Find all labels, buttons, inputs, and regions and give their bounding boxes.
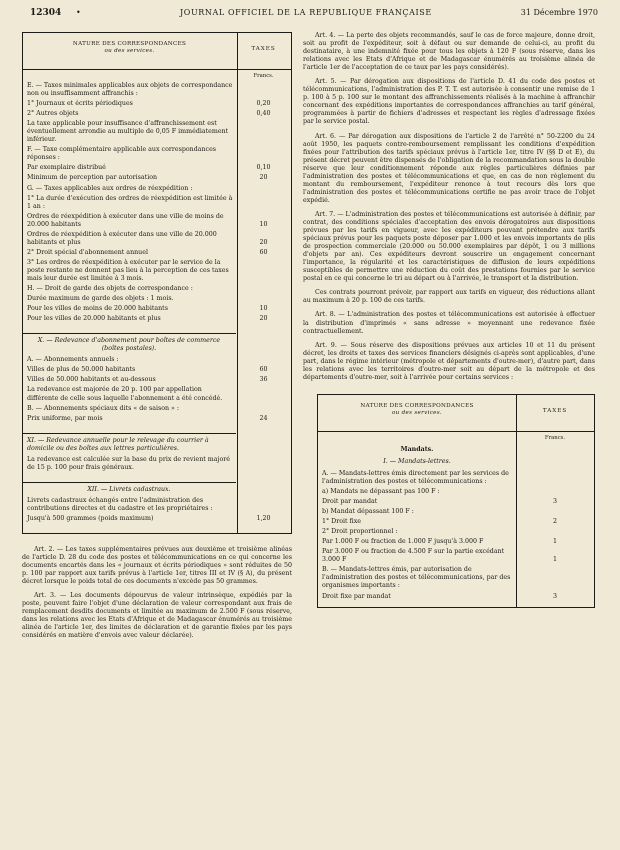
row-value: 1 [552, 538, 557, 546]
table-row [23, 386, 291, 402]
row-label: 2° Autres objets [27, 110, 79, 118]
row-label: F. — Taxe complémentaire applicable aux correspondances réponses : [27, 146, 217, 162]
table-row [23, 366, 291, 374]
article-2: Art. 2. — Les taxes supplémentaires prévues aux deuxième et troisième alinéas de l'article D. 28 du code des postes et télécommunications en ce qui concerne les documents encartés dans les « journaux et écrits périodiques » sont réduites de 50 p. 100 par rapport aux tarifs prévus à l'article 1er, titres III et IV (§ A), du présent décret lorsque le poids total de ces documents n'excède pas 50 grammes. [22, 546, 292, 586]
tariff-table-right [317, 394, 595, 608]
table-row [23, 249, 291, 257]
table-row [318, 548, 594, 564]
row-label: Durée maximum de garde des objets : 1 mois. [27, 295, 174, 303]
row-label: H. — Droit de garde des objets de correspondance : [27, 285, 193, 293]
row-label: G. — Taxes applicables aux ordres de réexpédition : [27, 184, 193, 192]
journal-title: JOURNAL OFFICIEL DE LA REPUBLIQUE FRANÇAISE [180, 8, 432, 17]
table-row [23, 405, 291, 413]
section-title-xii: XII. — Livrets cadastraux. [87, 485, 171, 493]
row-value: 20 [259, 238, 268, 246]
table-row [23, 213, 291, 229]
table-rows-xii [23, 497, 291, 523]
section-title-xi: XI. — Redevance annuelle pour le relevage du courrier à domicile ou des boîtes aux lettres particulières. [27, 436, 209, 452]
row-label: Ordres de réexpédition à exécuter dans une ville de moins de 20.000 habitants [27, 212, 224, 228]
row-value: 10 [259, 305, 268, 313]
page-header [30, 8, 598, 24]
table-row [23, 174, 291, 182]
row-label: Pour les villes de 20.000 habitants et plus [27, 315, 161, 323]
row-label: Par 1.000 F ou fraction de 1.000 F jusqu'à 3.000 F [322, 538, 484, 546]
row-value: 60 [259, 366, 268, 374]
table-row [23, 515, 291, 523]
section-title-mandats: Mandats. [400, 445, 434, 453]
table-row [318, 498, 594, 506]
article-4: Art. 4. — La perte des objets recommandés, sauf le cas de force majeure, donne droit, soit au profit de l'expéditeur, soit à défaut ou sur demande de celui-ci, au profit du destinataire, à une indemnité fixée pour tous les objets à 120 F (sous réserve, dans les relations avec les Etats d'Afrique et de Madagascar énumérés au troisième alinéa de l'article 1er de l'acceptation de ce taux par les pays considérés). [303, 32, 595, 72]
row-value: 0,40 [256, 110, 271, 118]
table-row [23, 259, 291, 283]
table-row [318, 508, 594, 516]
left-column [22, 32, 292, 641]
column-header-nature: NATURE DES CORRESPONDANCES [360, 402, 474, 409]
row-label: Ordres de réexpédition à exécuter dans une ville de 20.000 habitants et plus [27, 230, 217, 246]
article-7: Art. 7. — L'administration des postes et télécommunications est autorisée à définir, par contrat, des conditions spéciales d'acceptation des envois dérogatoires aux dispositions prévues par les tarifs en vigueur, avec les expéditeurs pouvant prétendre aux tarifs spéciaux prévus pour les paquets poste déposer par 1.000 et les envois importants de plis de prospection commerciale (20.000 ou 50.000 exemplaires par dépôt, 1 ou 3 millions d'objets par an). Ces expéditeurs devront souscrire un engagement concernant l'importance, la régularité et les caractéristiques de diffusion de leurs expéditions susceptibles de permettre une réduction du coût des prestations fournies par le service postal en ce qui concerne le tri au départ ou à l'arrivée, le transport et la distribution. [303, 210, 595, 283]
table-row [23, 415, 291, 423]
unit-label: Francs. [253, 73, 274, 79]
row-label: 1° Droit fixe [322, 518, 362, 526]
row-label: Villes de plus de 50.000 habitants [27, 366, 136, 374]
table-row [318, 518, 594, 526]
row-value: 60 [259, 248, 268, 256]
column-header-nature-sub: ou des services. [392, 409, 442, 416]
table-row [23, 185, 291, 193]
table-row [23, 305, 291, 313]
article-9: Art. 9. — Sous réserve des dispositions prévues aux articles 10 et 11 du présent décret, les droits et taxes des services financiers désignés ci-après sont applicables, d'une part, dans le régime intérieur (métropole et départements d'outre-mer), d'autre part, dans les relations avec les territoires d'outre-mer soit au départ de la métropole et des départements d'outre-mer, soit à l'arrivée pour certains services : [303, 341, 595, 381]
row-value: 10 [259, 220, 268, 228]
row-value: 1,20 [256, 514, 271, 522]
table-row [23, 231, 291, 247]
table-row [318, 566, 594, 590]
row-label: Pour les villes de moins de 20.000 habitants [27, 305, 168, 313]
row-value: 3 [552, 498, 557, 506]
table-row [23, 110, 291, 118]
table-rows-x [23, 356, 291, 422]
row-label: 1° La durée d'exécution des ordres de réexpédition est limitée à 1 an : [27, 194, 233, 210]
table-row [318, 538, 594, 546]
table-row [23, 456, 291, 472]
column-header-taxes: TAXES [542, 407, 568, 414]
table-row [23, 195, 291, 211]
row-value: 0,10 [256, 164, 271, 172]
column-header-taxes: TAXES [251, 46, 276, 52]
article-6: Art. 6. — Par dérogation aux dispositions de l'article 2 de l'arrêté n° 50-2200 du 24 août 1950, les paquets contre-remboursement remplissant les conditions d'expédition fixées pour l'attribution des tarifs spéciaux prévus à l'article 1er, titre IV (§§ D et E), du présent décret peuvent être dispensés de l'obligation de la recommandation sous la double réserve que leur conditionnement réponde aux règles particulières définies par l'administration des postes et télécommunications et que, en cas de non règlement du montant du remboursement, l'expéditeur renonce à tout recours dès lors que l'administration des postes et télécommunications certifie ne pas avoir trace de l'objet expédié. [303, 132, 595, 204]
row-label: Droit fixe par mandat [322, 592, 391, 600]
table-rows-xi [23, 456, 291, 472]
row-value: 36 [259, 376, 268, 384]
row-label: Livrets cadastraux échangés entre l'administration des contributions directes et du cadastre et les propriétaires : [27, 496, 213, 512]
row-label: B. — Abonnements spéciaux dits « de saison » : [27, 404, 180, 412]
table-row [318, 488, 594, 496]
table-row [23, 356, 291, 364]
table-header [23, 33, 291, 70]
row-label: 2° Droit spécial d'abonnement annuel [27, 248, 148, 256]
row-label: Droit par mandat [322, 498, 378, 506]
table-row [318, 528, 594, 536]
article-5: Art. 5. — Par dérogation aux dispositions de l'article D. 41 du code des postes et télécommunications, l'administration des P. T. T. est autorisée à consentir une remise de 1 p. 100 à 5 p. 100 sur le montant des affranchissements réalisés à la machine à affranchir concernant des expéditions importantes de correspondances affranchies au tarif général, programmées à partir de fichiers d'adresses et respectant les règles d'adressage fixées par le service postal. [303, 78, 595, 126]
article-3: Art. 3. — Les documents dépourvus de valeur intrinsèque, expédiés par la poste, peuvent faire l'objet d'une déclaration de valeur correspondant aux frais de remplacement desdits documents et limitée au maximum de 2.500 F (sous réserve, dans les relations avec les Etats d'Afrique et de Madagascar énumérés au troisième alinéa de l'article 1er, des limites de déclaration et de garantie fixées par les pays considérés en matière d'envois avec valeur déclarée). [22, 592, 292, 640]
row-label: Minimum de perception par autorisation [27, 174, 158, 182]
table-rows [23, 82, 291, 323]
column-header-nature-sub: ou des services. [104, 48, 155, 54]
row-label: Prix uniforme, par mois [27, 414, 103, 422]
tariff-table-left [22, 32, 292, 534]
table-row [23, 497, 291, 513]
table-row [23, 120, 291, 144]
table-row [23, 376, 291, 384]
page-number: 12304 [30, 8, 62, 18]
row-label: A. — Abonnements annuels : [27, 356, 119, 364]
table-row [23, 164, 291, 172]
article-7-contracts: Ces contrats pourront prévoir, par rapport aux tarifs en vigueur, des réductions allant au maximum à 20 p. 100 de ces tarifs. [303, 289, 595, 305]
table-row [318, 470, 594, 486]
article-8: Art. 8. — L'administration des postes et télécommunications est autorisée à effectuer la distribution d'imprimés « sans adresse » moyennant une redevance fixée contractuellement. [303, 311, 595, 335]
table-row [318, 593, 594, 601]
row-label: 3° Les ordres de réexpédition à exécuter par le service de la poste restante ne donnent pas lieu à la perception de ces taxes mais leur durée est limitée à 3 mois. [27, 258, 229, 282]
row-label: a) Mandats ne dépassant pas 100 F : [322, 488, 440, 496]
row-value: 20 [259, 174, 268, 182]
table-header [318, 395, 594, 432]
column-header-nature: NATURE DES CORRESPONDANCES [72, 41, 187, 47]
section-title-x: X. — Redevance d'abonnement pour boîtes de commerce (boîtes postales). [37, 337, 221, 353]
unit-label: Francs. [544, 434, 566, 441]
row-value: 24 [259, 414, 268, 422]
row-value: 1 [552, 556, 557, 564]
row-value: 0,20 [256, 100, 271, 108]
row-value: 3 [552, 592, 557, 600]
table-row [23, 285, 291, 293]
table-row [23, 295, 291, 303]
row-label: Jusqu'à 500 grammes (poids maximum) [27, 514, 154, 522]
row-label: B. — Mandats-lettres émis, par autorisation de l'administration des postes et télécommunications, par des organismes importants : [322, 566, 511, 590]
row-label: Par exemplaire distribué [27, 164, 106, 172]
row-value: 20 [259, 315, 268, 323]
table-row [23, 146, 291, 162]
table-row [23, 82, 291, 98]
header-separator: • [76, 8, 81, 17]
row-value: 2 [552, 518, 557, 526]
issue-date: 31 Décembre 1970 [520, 8, 598, 17]
row-label: A. — Mandats-lettres émis directement par les services de l'administration des postes et télécommunications : [322, 469, 509, 485]
table-row [23, 315, 291, 323]
table-rows [318, 470, 594, 601]
row-label: Par 3.000 F ou fraction de 4.500 F sur la partie excédant 3.000 F [322, 548, 505, 564]
subsection-title-mandats-lettres: I. — Mandats-lettres. [383, 457, 451, 465]
row-label: La redevance est majorée de 20 p. 100 par appellation différente de celle sous laquelle l'abonnement a été concédé. [27, 386, 223, 402]
right-column [303, 32, 595, 608]
row-label: 1° Journaux et écrits périodiques [27, 100, 133, 108]
table-row [23, 100, 291, 108]
row-label: E. — Taxes minimales applicables aux objets de correspondance non ou insuffisamment affranchis : [27, 82, 233, 98]
row-label: 2° Droit proportionnel : [322, 528, 398, 536]
row-label: La redevance est calculée sur la base du prix de revient majoré de 15 p. 100 pour frais généraux. [27, 455, 230, 471]
row-label: La taxe applicable pour insuffisance d'affranchissement est éventuellement arrondie au multiple de 0,05 F immédiatement inférieur. [27, 120, 229, 144]
row-label: b) Mandat dépassant 100 F : [322, 508, 414, 516]
row-label: Villes de 50.000 habitants et au-dessous [27, 376, 156, 384]
